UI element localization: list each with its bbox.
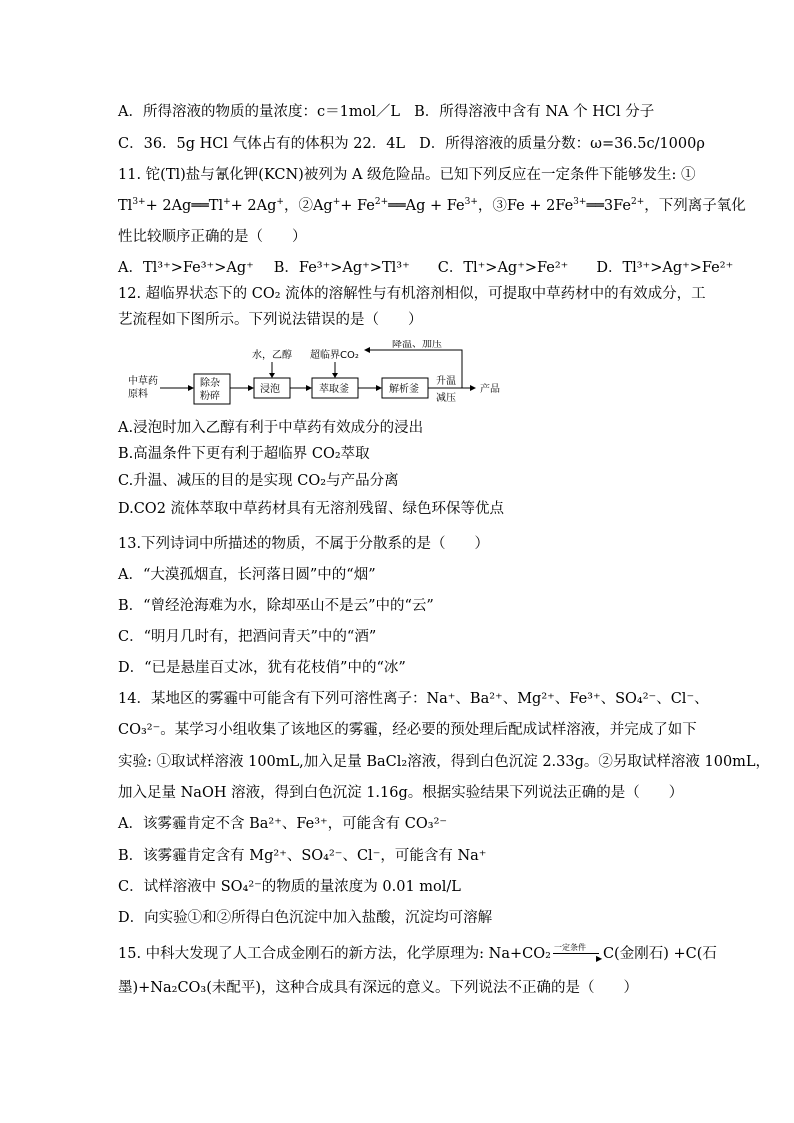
q14-stem-line2: CO₃²⁻。某学习小组收集了该地区的雾霾，经必要的预处理后配成试样溶液，并完成了如下 bbox=[118, 722, 697, 738]
arrowhead bbox=[376, 385, 382, 391]
q11-option-d: D．Tl³⁺>Ag⁺>Fe²⁺ bbox=[596, 260, 734, 276]
q13-option-a: A．“大漠孤烟直，长河落日圆”中的“烟” bbox=[118, 567, 376, 583]
arrowhead bbox=[470, 385, 476, 391]
q13-stem: 13.下列诗词中所描述的物质，不属于分散系的是（ ） bbox=[118, 536, 490, 552]
box2-label: 浸泡 bbox=[260, 384, 280, 395]
q11-stem-line3: 性比较顺序正确的是（ ） bbox=[118, 229, 307, 245]
q12-option-c: C.升温、减压的目的是实现 CO₂与产品分离 bbox=[118, 473, 399, 489]
cond-heat: 升温 bbox=[436, 376, 456, 387]
q11-options bbox=[118, 258, 733, 278]
input-supercritical-co2: 超临界CO₂ bbox=[310, 350, 359, 361]
diagram-raw-material-1: 中草药 bbox=[128, 376, 158, 387]
q14-option-c: C．试样溶液中 SO₄²⁻的物质的量浓度为 0.01 mol/L bbox=[118, 879, 461, 895]
reaction-arrow: 一定条件 ▶ bbox=[551, 944, 603, 964]
arrowhead bbox=[248, 385, 254, 391]
q14-option-b: B．该雾霾肯定含有 Mg²⁺、SO₄²⁻、Cl⁻，可能含有 Na⁺ bbox=[118, 848, 487, 864]
q10-option-c: C．36．5g HCl 气体占有的体积为 22．4L bbox=[118, 136, 406, 152]
q14-option-d: D．向实验①和②所得白色沉淀中加入盐酸，沉淀均可溶解 bbox=[118, 910, 493, 926]
box3-label: 萃取釜 bbox=[319, 384, 349, 395]
arrowhead bbox=[332, 373, 338, 378]
diagram-raw-material-2: 原料 bbox=[128, 389, 148, 400]
q12-flow-diagram bbox=[126, 340, 506, 412]
recycle-label: 降温、加压 bbox=[392, 340, 442, 350]
q10-option-d: D．所得溶液的质量分数：ω=36.5c/1000ρ bbox=[419, 136, 705, 152]
product-label: 产品 bbox=[480, 384, 500, 395]
q13-option-c: C．“明月几时有，把酒问青天”中的“酒” bbox=[118, 629, 377, 645]
cond-decompress: 减压 bbox=[436, 393, 456, 404]
q10-option-b: B．所得溶液中含有 NA 个 HCl 分子 bbox=[414, 104, 655, 120]
q11-option-a: A．Tl³⁺>Fe³⁺>Ag⁺ bbox=[118, 260, 254, 276]
q13-option-d: D．“已是悬崖百丈冰，犹有花枝俏”中的“冰” bbox=[118, 660, 406, 676]
q12-option-d: D.CO2 流体萃取中草药材具有无溶剂残留、绿色环保等优点 bbox=[118, 501, 505, 517]
box4-label: 解析釜 bbox=[389, 384, 419, 395]
q11-option-c: C．Tl⁺>Ag⁺>Fe²⁺ bbox=[437, 260, 569, 276]
q15-stem-line2: 墨)+Na₂CO₃(未配平)，这种合成具有深远的意义。下列说法不正确的是（ ） bbox=[118, 980, 639, 996]
q12-stem-line1: 12. 超临界状态下的 CO₂ 流体的溶解性与有机溶剂相似，可提取中草药材中的有效成分，工 bbox=[118, 286, 706, 302]
q14-option-a: A．该雾霾肯定不含 Ba²⁺、Fe³⁺，可能含有 CO₃²⁻ bbox=[118, 816, 448, 832]
arrowhead bbox=[269, 373, 275, 378]
q12-option-b: B.高温条件下更有利于超临界 CO₂萃取 bbox=[118, 446, 370, 462]
q14-stem-line3: 实验: ①取试样溶液 100mL,加入足量 BaCl₂溶液，得到白色沉淀 2.33g。②另取试样溶液 100mL， bbox=[118, 754, 771, 770]
q15-stem-line1: 15. 中科大发现了人工合成金刚石的新方法，化学原理为: Na+CO₂ 一定条件 ▶ C(金刚石) +C(石 bbox=[118, 944, 717, 964]
box1-label-2: 粉碎 bbox=[200, 391, 220, 402]
arrowhead bbox=[306, 385, 312, 391]
q14-stem-line4: 加入足量 NaOH 溶液，得到白色沉淀 1.16g。根据实验结果下列说法正确的是（ ） bbox=[118, 785, 684, 801]
box1-label-1: 除杂 bbox=[200, 378, 220, 389]
q11-option-b: B．Fe³⁺>Ag⁺>Tl³⁺ bbox=[273, 260, 410, 276]
arrowhead bbox=[188, 385, 194, 391]
q14-stem-line1: 14．某地区的雾霾中可能含有下列可溶性离子：Na⁺、Ba²⁺、Mg²⁺、Fe³⁺、SO₄²⁻、Cl⁻、 bbox=[118, 691, 709, 707]
q11-stem-line1: 11. 铊(Tl)盐与氰化钾(KCN)被列为 A 级危险品。已知下列反应在一定条件下能够发生: ① bbox=[118, 167, 696, 183]
q10-option-a: A．所得溶液的物质的量浓度：c＝1mol／L bbox=[118, 104, 401, 120]
arrowhead bbox=[364, 347, 370, 353]
q13-option-b: B．“曾经沧海难为水，除却巫山不是云”中的“云” bbox=[118, 598, 434, 614]
q12-stem-line2: 艺流程如下图所示。下列说法错误的是（ ） bbox=[118, 312, 423, 328]
reaction-condition: 一定条件 bbox=[553, 943, 586, 952]
q12-option-a: A.浸泡时加入乙醇有利于中草药有效成分的浸出 bbox=[118, 420, 424, 436]
q11-stem-line2: $Tl^{3+}+$ 2Ag══Tl++ 2Ag+，②Ag++ $Fe^{2+}══Ag + Fe^{3+}$，③Fe + $2Fe^{3+}══3Fe^{2+}$，下列离子氧化 bbox=[118, 197, 746, 214]
input-water-ethanol: 水，乙醇 bbox=[252, 350, 292, 361]
q10-options-row1 bbox=[118, 102, 654, 122]
q10-options-row2 bbox=[118, 134, 705, 154]
